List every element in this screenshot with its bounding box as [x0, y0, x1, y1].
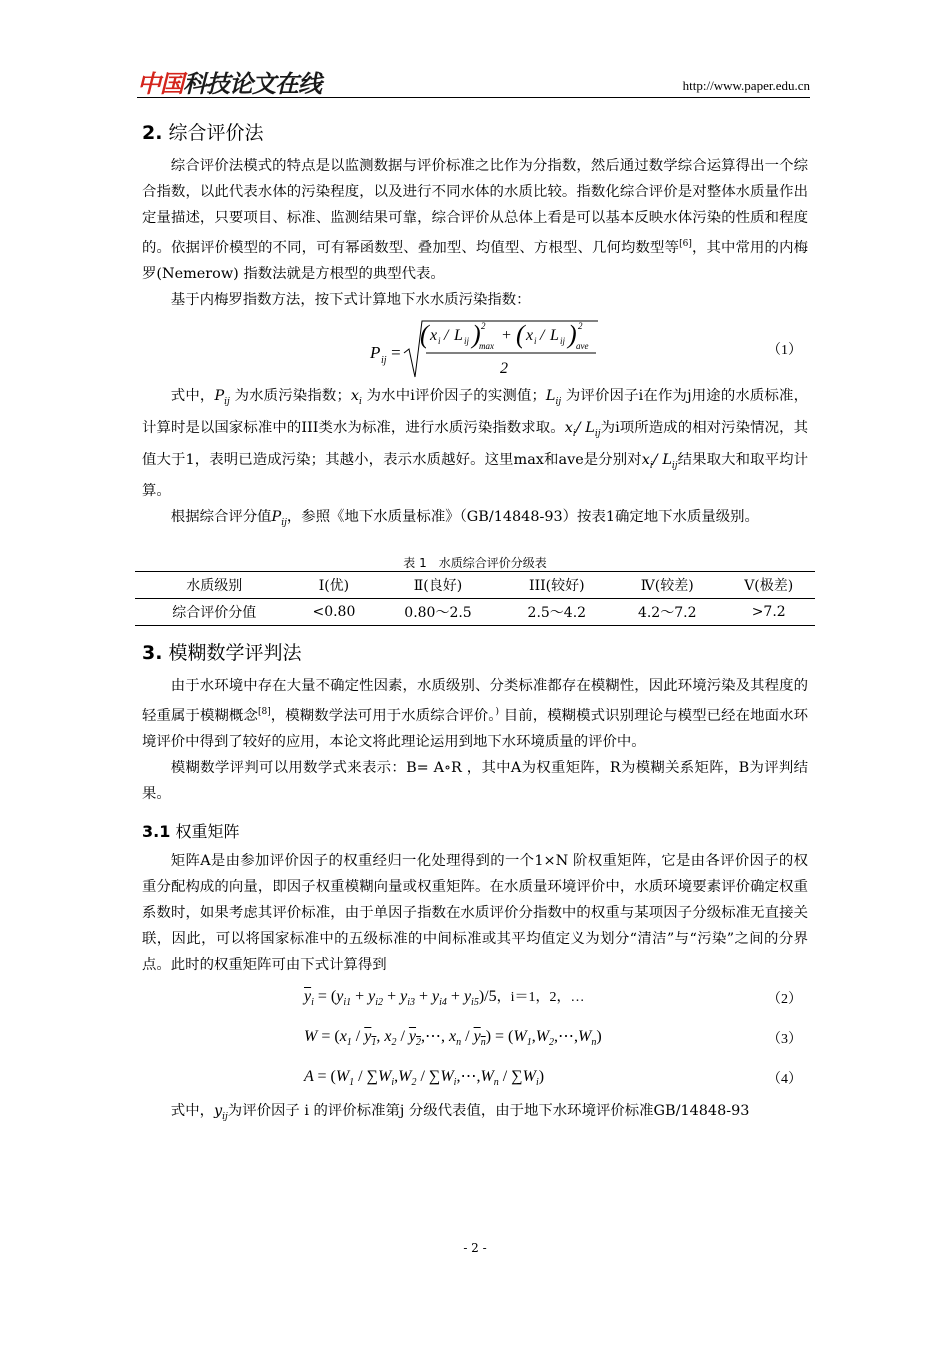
table-cell: 综合评价分值 — [135, 599, 293, 626]
section-3-1-paragraph-2: 式中，$y_{ij}$为评价因子 i 的评价标准第j 分级代表值，由于地下水环境评价标准GB/14848-93 — [170, 1103, 750, 1122]
equation-4 — [142, 1058, 808, 1098]
table-header-cell: Ⅰ(优) — [293, 572, 374, 599]
s31p2-a: 式中， — [170, 1103, 214, 1120]
section-3-paragraph-2: 模糊数学评判可以用数学式来表示：B= A∘R ，其中A为权重矩阵，R为模糊关系矩阵，B为评判结果。 — [142, 760, 808, 803]
stray-mark: ) — [495, 707, 500, 718]
svg-text:L: L — [550, 326, 559, 344]
table-header-cell: 水质级别 — [135, 572, 293, 599]
svg-text:): ) — [568, 319, 577, 349]
table-cell: >7.2 — [722, 599, 815, 626]
equation-1-formula — [142, 313, 808, 383]
svg-text:i: i — [438, 335, 441, 346]
table-header-cell: Ⅴ(极差) — [722, 572, 815, 599]
s3p1-b: ，模糊数学法可用于水质综合评价。 — [270, 708, 496, 725]
header-url[interactable]: http://www.paper.edu.cn — [682, 78, 810, 93]
table-cell: 2.5～4.2 — [502, 599, 612, 626]
section-2-paragraph-3: 式中，$P_{ij}$ 为水质污染指数；$x_i$ 为水中i评价因子的实测值；$L_{ij}$ 为评价因子i在作为j用途的水质标准，计算时是以国家标准中的III类水为标准，进行水质污染指数求取。$x_i/$ $L_{ij}$为i项所造成的相对污染情况，其值大于1，表明已造成污染；其越小，表示水质越好。这里max和ave是分别对$x_i/$ $L_{ij}$结果取大和取平均计算。 — [142, 387, 808, 500]
s2p3-b: 为水质污染指数； — [229, 387, 351, 404]
svg-text:2: 2 — [481, 320, 486, 331]
svg-text:ij: ij — [381, 354, 387, 366]
table-1-caption: 表 1 水质综合评价分级表 — [403, 556, 547, 571]
s2p3-a: 式中， — [170, 387, 215, 404]
citation-8[interactable]: [8] — [257, 707, 271, 718]
equation-2-number: （2） — [767, 992, 802, 1008]
svg-text:x: x — [430, 326, 438, 344]
section-2-paragraph-2: 基于内梅罗指数方法，按下式计算地下水水质污染指数： — [170, 291, 531, 308]
s2p4-b: ，参照《地下水质量标准》（GB/14848-93）按表1确定地下水质量级别。 — [286, 509, 759, 526]
svg-text:ij: ij — [560, 335, 566, 346]
section-3-1-title: 权重矩阵 — [175, 822, 240, 842]
section-2-paragraph-4: 根据综合评分值$P_{ij}$，参照《地下水质量标准》（GB/14848-93）按表1确定地下水质量级别。 — [170, 509, 759, 529]
s2p1-text: 综合评价法模式的特点是以监测数据与评价标准之比作为分指数，然后通过数学综合运算得出一个综合指数，以此代表水体的污染程度，以及进行不同水体的水质比较。指数化综合评价是对整体水质量作出定量描述，只要项目、标准、监测结果可靠，综合评价从总体上看是可以基本反映水体污染的性质和程度的。依据评价模型的不同，可有幂函数型、叠加型、均值型、方根型、几何均数型等 — [142, 158, 808, 256]
s31p2-b: 为评价因子 i 的评价标准第j 分级代表值，由于地下水环境评价标准GB/14848-93 — [227, 1103, 750, 1120]
svg-text:=: = — [390, 342, 402, 362]
s3p1-a: 由于水环境中存在大量不确定性因素，水质级别、分类标准都存在模糊性，因此环境污染及其程度的轻重属于模糊概念 — [142, 678, 808, 725]
logo-red-text: 中国 — [137, 70, 183, 98]
s2p3-c: 为水中i评价因子的实测值； — [361, 387, 546, 404]
svg-text:P: P — [370, 342, 381, 362]
section-2-number: 2. — [142, 122, 163, 144]
section-2-title: 综合评价法 — [168, 122, 264, 144]
equation-4-number: （4） — [767, 1072, 802, 1088]
page-content — [142, 112, 808, 1130]
logo-dark-text: 科技论文在线 — [183, 70, 321, 98]
s2p3-e: 为i项所造成的相对污染情况，其值大于1，表明已造成污染；其越小，表示水质越好。这里max和ave是分别对 — [142, 419, 808, 468]
equation-3 — [142, 1018, 808, 1058]
svg-text:max: max — [479, 340, 494, 351]
section-3-paragraph-1 — [142, 673, 808, 755]
svg-text:2: 2 — [578, 320, 583, 331]
table-cell: <0.80 — [293, 599, 374, 626]
svg-text:): ) — [472, 319, 481, 349]
table-header-row — [135, 572, 815, 599]
table-row — [135, 599, 815, 626]
s2p3-d: 为评价因子i在作为j用途的水质标准，计算时是以国家标准中的III类水为标准，进行水质污染指数求取。 — [142, 387, 808, 436]
equation-2-formula: $\overline{y}_i = (y_{i1} + y_{i2} + y_{i3} + y_{i4} + y_{i5})/5$，i＝1，2，… — [304, 988, 585, 1009]
svg-text:x: x — [526, 326, 534, 344]
equation-1-number: （1） — [767, 342, 802, 358]
citation-6[interactable]: [6] — [679, 239, 692, 249]
table-cell: 0.80～2.5 — [374, 599, 501, 626]
table-header-cell: III(较好) — [502, 572, 612, 599]
svg-text:/: / — [540, 326, 545, 344]
svg-text:ij: ij — [464, 335, 470, 346]
section-3-1-heading — [142, 819, 808, 842]
s3p1-c: 目前，模糊模式识别理论与模型已经在地面水环境评价中得到了较好的应用，本论文将此理论运用到地下水环境质量的评价中。 — [142, 708, 808, 751]
table-1 — [135, 571, 815, 626]
section-2-heading — [142, 118, 808, 145]
section-3-1-number: 3.1 — [142, 822, 171, 842]
equation-2-tail: ，i＝1，2，… — [496, 990, 585, 1006]
svg-text:+: + — [501, 326, 512, 344]
s2p4-a: 根据综合评分值 — [170, 509, 272, 526]
journal-logo — [137, 64, 321, 99]
svg-text:(: ( — [516, 319, 525, 349]
section-3-1-paragraph-1: 矩阵A是由参加评价因子的权重经归一化处理得到的一个1×N 阶权重矩阵，它是由各评价因子的权重分配构成的向量，即因子权重模糊向量或权重矩阵。在水质量环境评价中，水质环境要素评价确定权重系数时，如果考虑其评价标准，由于单因子指数在水质评价分指数中的权重与某项因子分级标准无直接关联，因此，可以将国家标准中的五级标准的中间标准或其平均值定义为划分“清洁”与“污染”之间的分界点。此时的权重矩阵可由下式计算得到 — [142, 853, 808, 974]
equation-4-formula: $A = (W_1 / \sum W_i,W_2$ / $\sum W_i,\cdots,W_n / \sum W_i$) — [304, 1068, 545, 1089]
svg-text:2: 2 — [500, 359, 508, 377]
equation-3-number: （3） — [767, 1032, 802, 1048]
svg-text:L: L — [454, 326, 463, 344]
section-2-paragraph-1 — [142, 153, 808, 287]
svg-text:ave: ave — [576, 340, 589, 351]
table-header-cell: Ⅳ(较差) — [612, 572, 722, 599]
equation-1 — [142, 313, 808, 383]
svg-text:i: i — [534, 335, 537, 346]
svg-text:/: / — [444, 326, 449, 344]
page-number: - 2 - — [463, 1241, 487, 1255]
svg-text:(: ( — [420, 319, 429, 349]
header-rule — [137, 97, 810, 98]
section-3-number: 3. — [142, 642, 163, 665]
s2p1-end: ，其中常用的内梅罗(Nemerow) 指数法就是方根型的典型代表。 — [142, 239, 808, 282]
equation-3-formula: $W = (x_1 / y_1$, $x_2$ / $y_2,\cdots$, $x_n / y_n$) = $(W_1,W_2,\cdots,W_n)$ — [304, 1028, 602, 1049]
table-cell: 4.2～7.2 — [612, 599, 722, 626]
page-header — [137, 62, 810, 100]
table-header-cell: Ⅱ(良好) — [374, 572, 501, 599]
section-3-title: 模糊数学评判法 — [168, 642, 302, 665]
s2p3-f: 结果取大和取平均计算。 — [142, 451, 808, 500]
section-3-heading — [142, 638, 808, 665]
equation-2 — [142, 978, 808, 1018]
